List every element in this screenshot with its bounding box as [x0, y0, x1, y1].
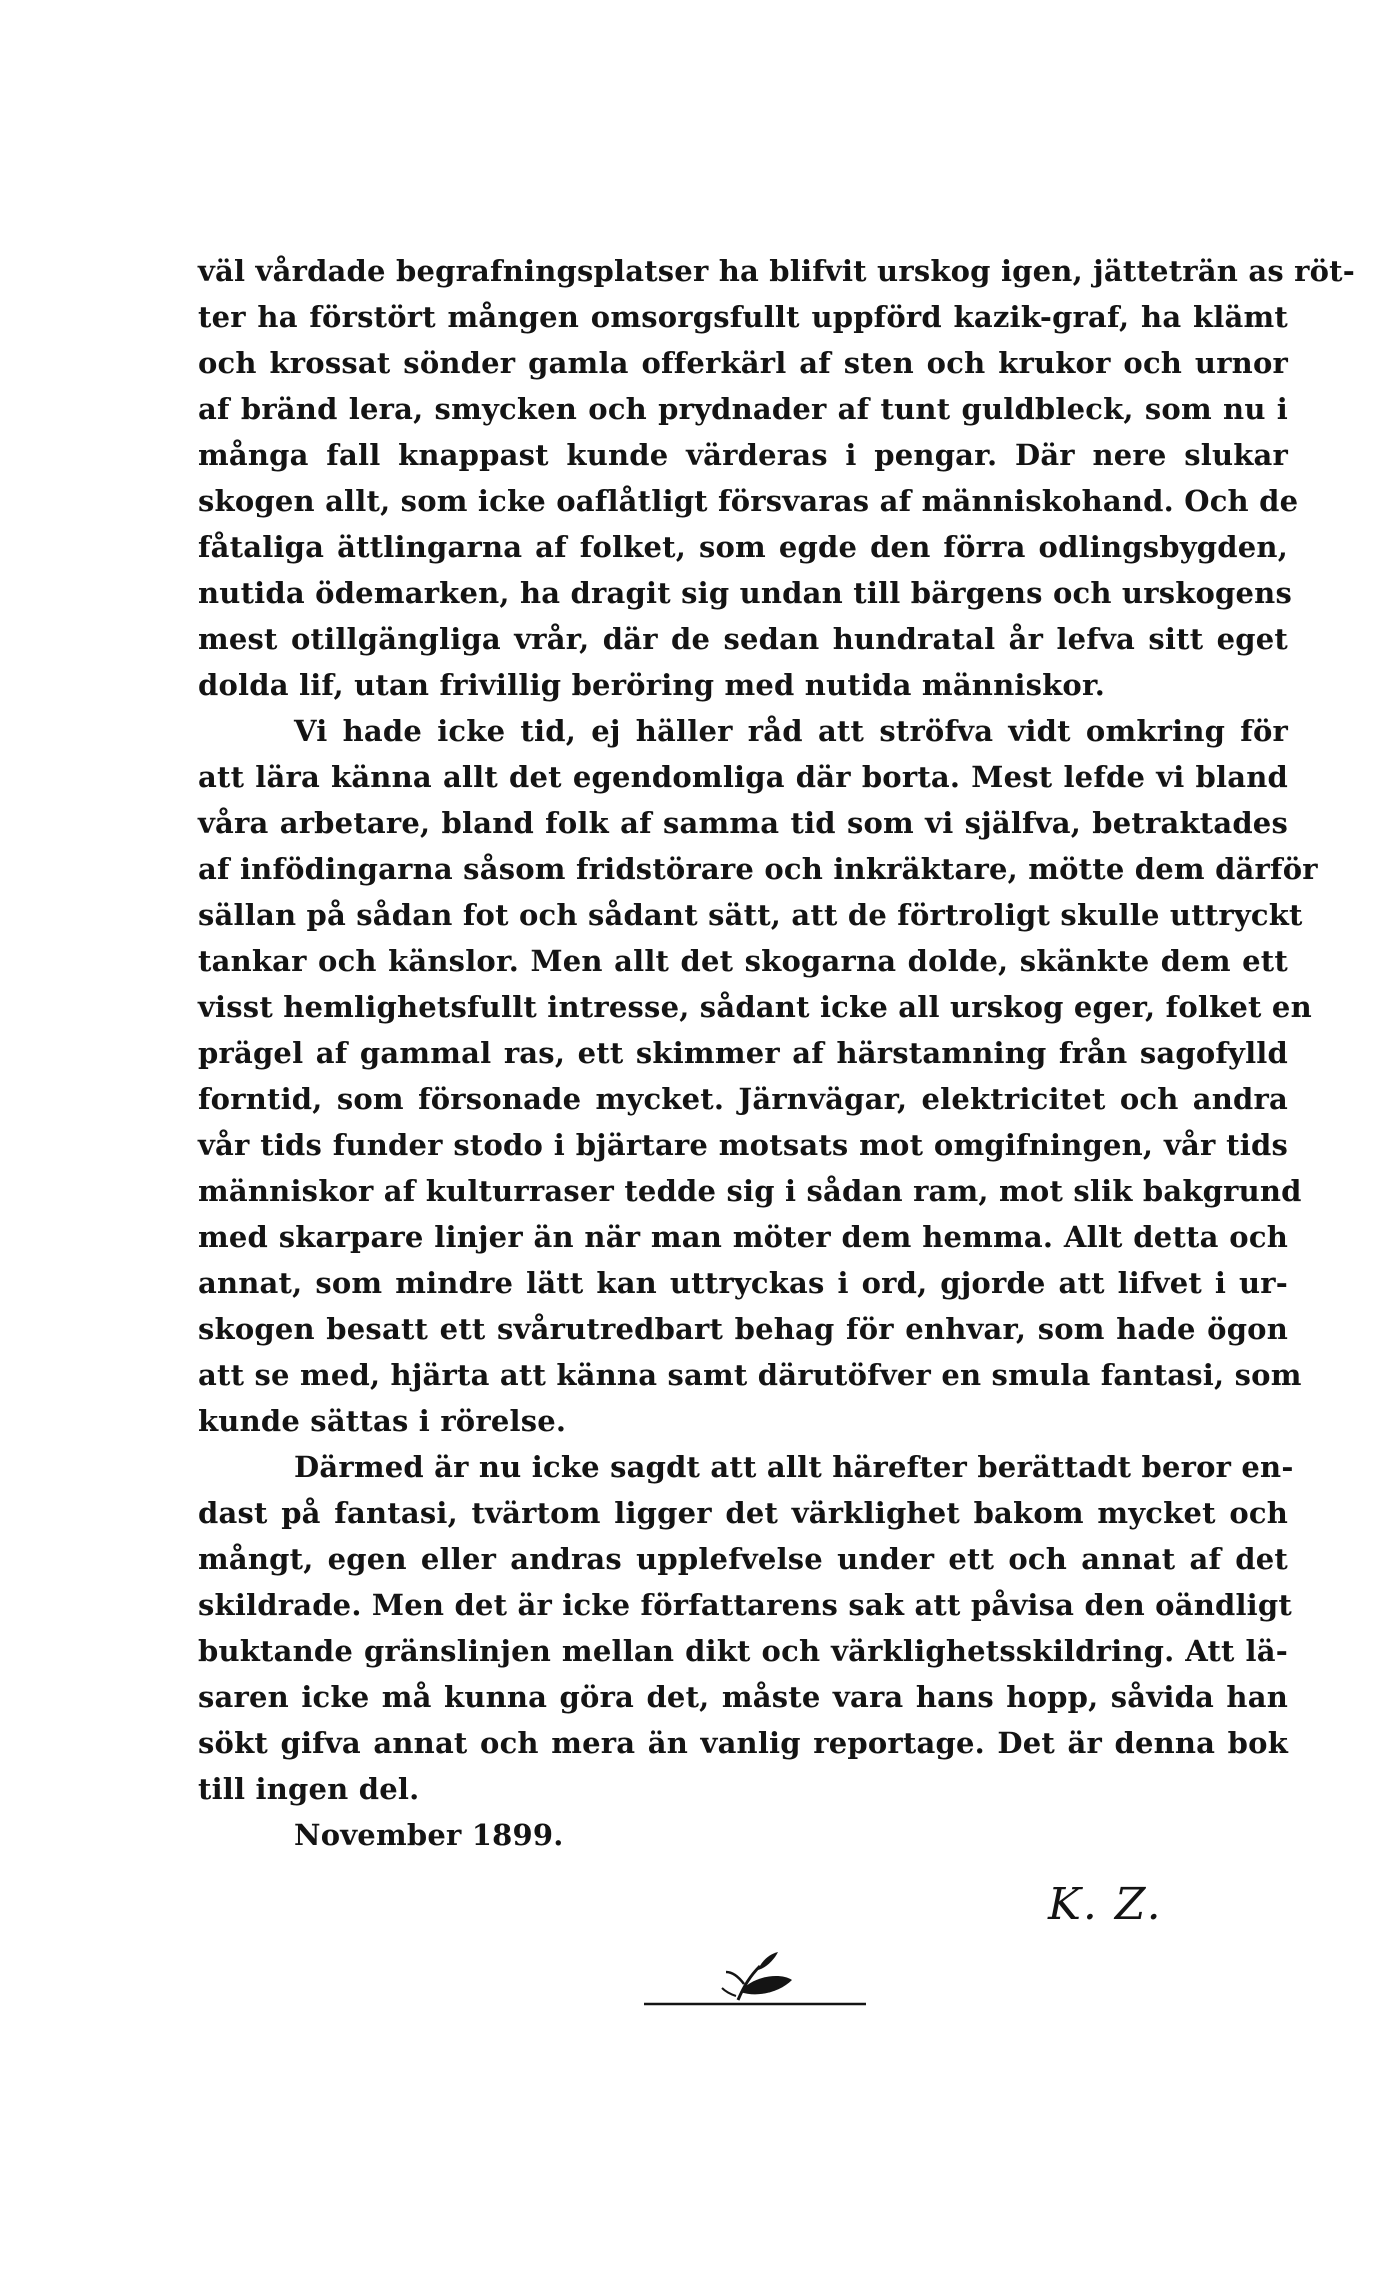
- text-line: ter ha förstört mången omsorgsfullt uppförd kazik-graf, ha klämt: [198, 300, 1288, 334]
- text-line: med skarpare linjer än när man möter dem hemma. Allt detta och: [198, 1220, 1288, 1254]
- text-line: till ingen del.: [198, 1772, 420, 1806]
- text-line: mest otillgängliga vrår, där de sedan hundratal år lefva sitt eget: [198, 622, 1288, 656]
- text-line: annat, som mindre lätt kan uttryckas i ord, gjorde att lifvet i ur-: [198, 1266, 1288, 1300]
- text-line: buktande gränslinjen mellan dikt och värklighetsskildring. Att lä-: [198, 1634, 1288, 1668]
- text-line: våra arbetare, bland folk af samma tid som vi själfva, betraktades: [198, 806, 1288, 840]
- text-line: saren icke må kunna göra det, måste vara hans hopp, såvida han: [198, 1680, 1288, 1714]
- body-text: [198, 248, 1356, 1858]
- text-line: sökt gifva annat och mera än vanlig reportage. Det är denna bok: [198, 1726, 1288, 1760]
- text-line: skogen allt, som icke oaflåtligt försvaras af människohand. Och de: [198, 484, 1299, 518]
- text-line: många fall knappast kunde värderas i pengar. Där nere slukar: [198, 438, 1288, 472]
- date-line: November 1899.: [294, 1818, 564, 1852]
- text-line: att lära känna allt det egendomliga där borta. Mest lefde vi bland: [198, 760, 1288, 794]
- text-line: människor af kulturraser tedde sig i sådan ram, mot slik bakgrund: [198, 1174, 1302, 1208]
- text-line: dast på fantasi, tvärtom ligger det värklighet bakom mycket och: [198, 1496, 1288, 1530]
- text-line: fåtaliga ättlingarna af folket, som egde den förra odlingsbygden,: [198, 530, 1288, 564]
- text-line: att se med, hjärta att känna samt därutöfver en smula fantasi, som: [198, 1358, 1302, 1392]
- author-signature: K. Z.: [1048, 1879, 1163, 1930]
- text-line: sällan på sådan fot och sådant sätt, att de förtroligt skulle uttryckt: [198, 898, 1303, 932]
- text-line: väl vårdade begrafningsplatser ha blifvit urskog igen, jätteträn as röt-: [198, 254, 1356, 288]
- text-line: och krossat sönder gamla offerkärl af sten och krukor och urnor: [198, 346, 1288, 380]
- text-line: af bränd lera, smycken och prydnader af tunt guldbleck, som nu i: [198, 392, 1288, 426]
- text-line: Vi hade icke tid, ej häller råd att ströfva vidt omkring för: [294, 714, 1288, 748]
- text-line: dolda lif, utan frivillig beröring med nutida människor.: [198, 668, 1106, 702]
- text-line: nutida ödemarken, ha dragit sig undan till bärgens och urskogens: [198, 576, 1292, 610]
- text-line: vår tids funder stodo i bjärtare motsats mot omgifningen, vår tids: [198, 1128, 1288, 1162]
- text-line: kunde sättas i rörelse.: [198, 1404, 567, 1438]
- text-line: mångt, egen eller andras upplefvelse under ett och annat af det: [198, 1542, 1288, 1576]
- text-line: tankar och känslor. Men allt det skogarna dolde, skänkte dem ett: [198, 944, 1288, 978]
- text-line: skildrade. Men det är icke författarens sak att påvisa den oändligt: [198, 1588, 1292, 1622]
- text-line: visst hemlighetsfullt intresse, sådant icke all urskog eger, folket en: [198, 990, 1312, 1024]
- text-line: forntid, som försonade mycket. Järnvägar, elektricitet och andra: [198, 1082, 1288, 1116]
- leaf-ornament-icon: [640, 1942, 870, 2022]
- text-line: af infödingarna såsom fridstörare och inkräktare, mötte dem därför: [198, 852, 1318, 886]
- text-line: Därmed är nu icke sagdt att allt härefter berättadt beror en-: [294, 1450, 1294, 1484]
- text-line: skogen besatt ett svårutredbart behag för enhvar, som hade ögon: [198, 1312, 1288, 1346]
- text-line: prägel af gammal ras, ett skimmer af härstamning från sagofylld: [198, 1036, 1288, 1070]
